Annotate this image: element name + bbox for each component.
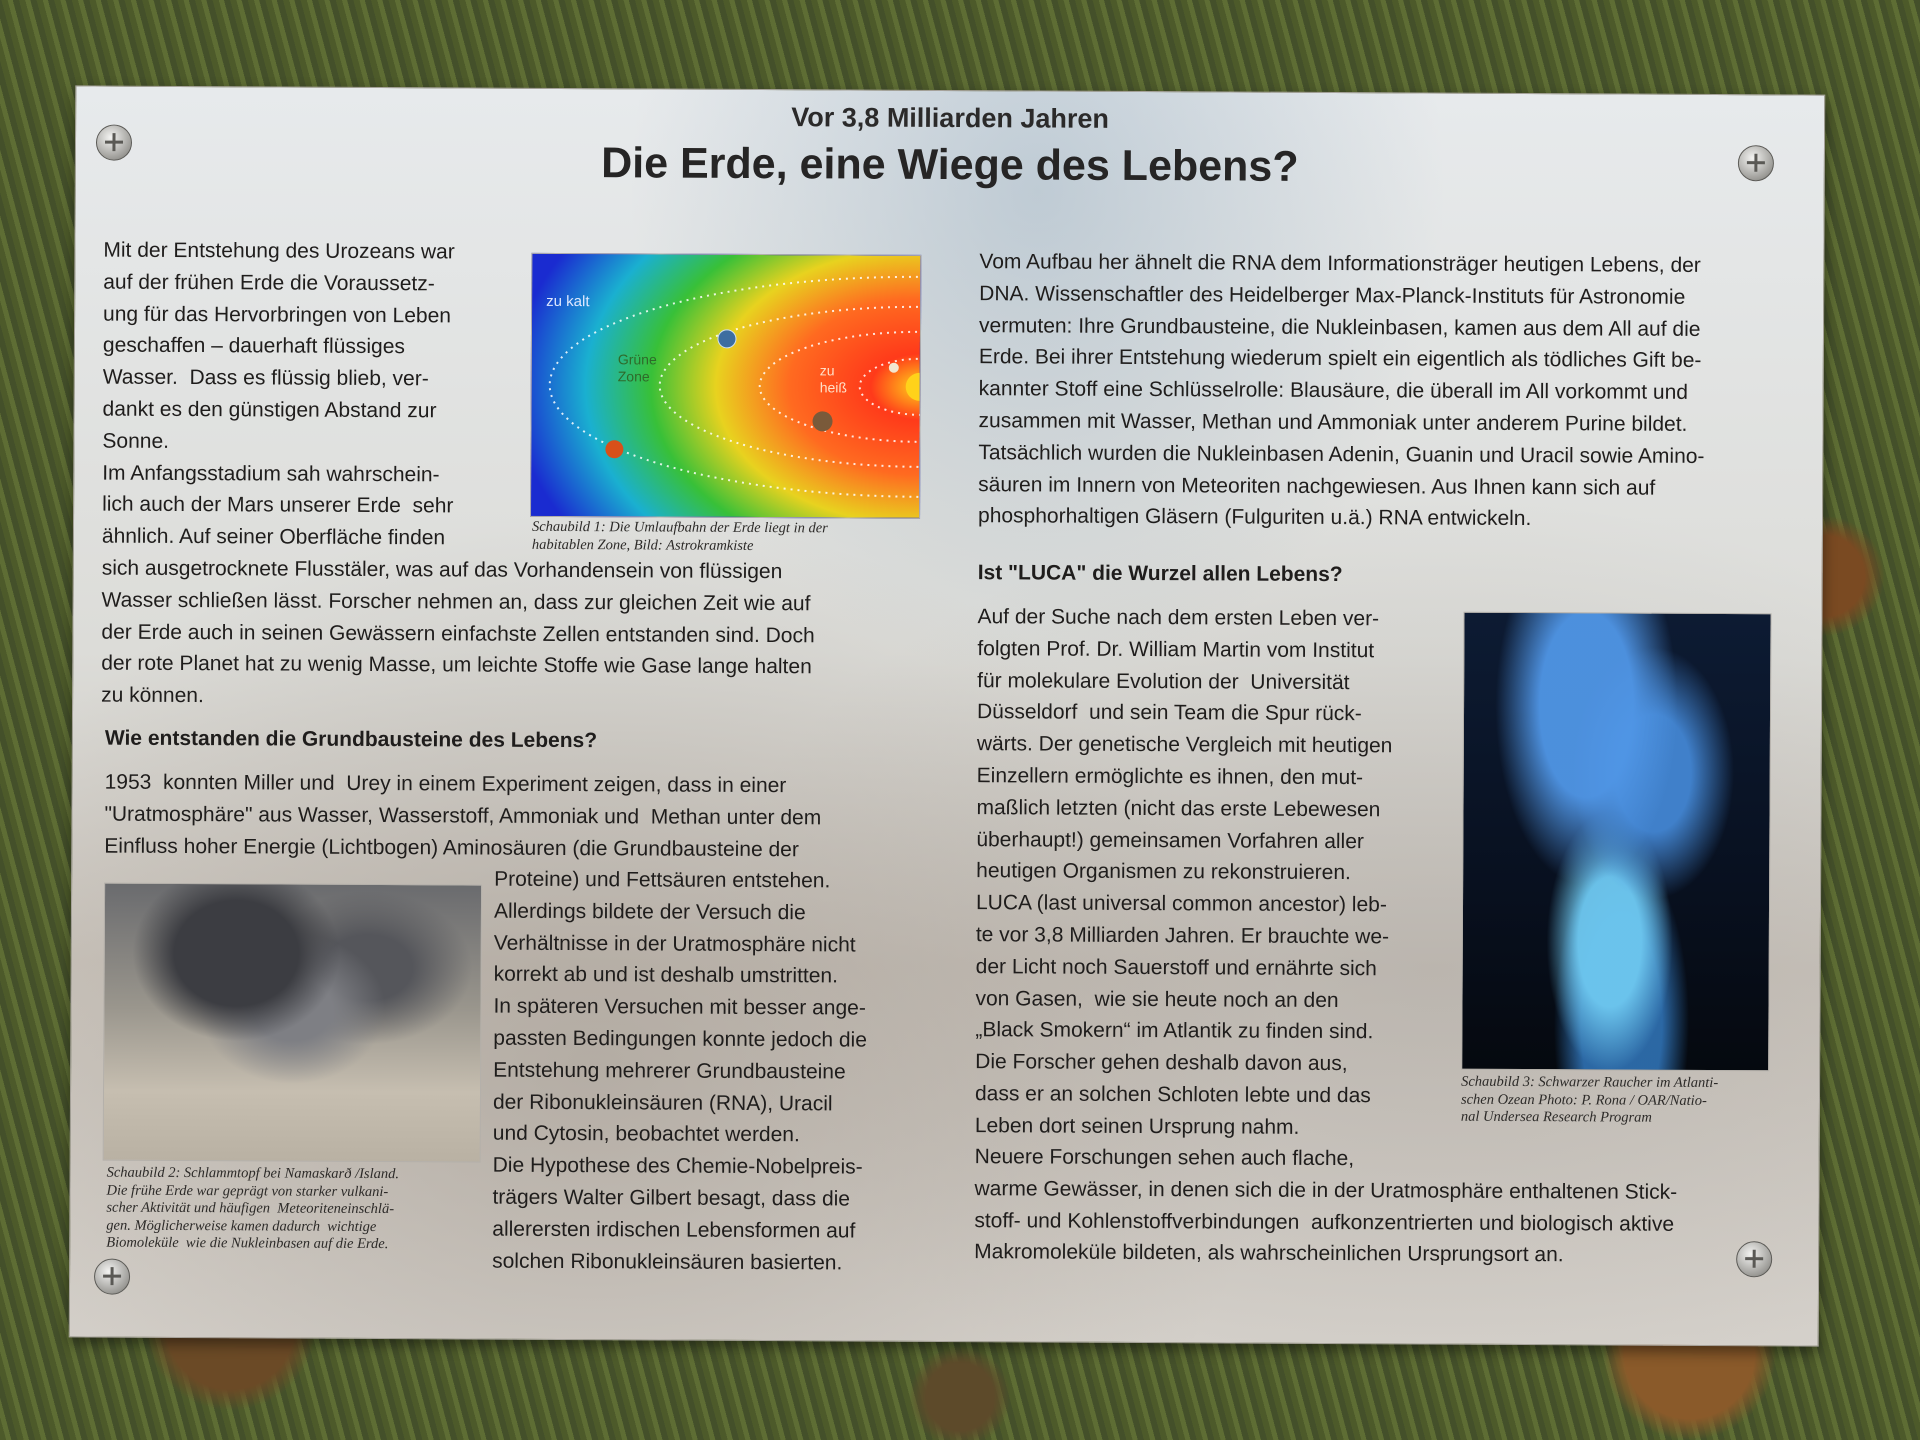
- intro-paragraph: Mit der Entstehung des Urozeans war auf der frühen Erde die Voraussetz- ung für das Hervorbringen von Leben geschaffen – dauerhaft flüssiges Wasser. Dass es flüssig blieb, ver- dankt es den günstigen Abstand zur Sonne. Im Anfangsstadium sah wahrschein- lich auch der Mars unserer Erde sehr ähnlich. Auf seiner Oberfläche finden: [101, 238, 455, 550]
- heading-luca: Ist "LUCA" die Wurzel allen Lebens?: [977, 561, 1343, 587]
- miller-urey-paragraph: 1953 konnten Miller und Urey in einem Experiment zeigen, dass in einer "Uratmosphäre" aus Wasser, Wasserstoff, Ammoniak und Methan unter dem Einfluss hoher Energie (Lichtbogen) Aminosäuren (die Grundbausteine der: [104, 770, 822, 861]
- info-sign: [69, 85, 1826, 1346]
- figure1-caption: Schaubild 1: Die Umlaufbahn der Erde liegt in der habitablen Zone, Bild: Astrokramkiste: [531, 518, 828, 554]
- shallow-waters-paragraph: Neuere Forschungen sehen auch flache, warme Gewässer, in denen sich die in der Uratmosphäre enthaltenen Stick- stoff- und Kohlenstoffverbindungen aufkonzentrierten und biologisch aktive Makromoleküle bildeten, als wahrscheinlichen Ursprungsort an.: [974, 1145, 1678, 1267]
- black-smoker-photo: [1461, 612, 1771, 1072]
- habitable-zone-graphic: [531, 254, 920, 518]
- habitable-zone-diagram: [530, 253, 921, 519]
- screw-bottom-right: [1736, 1241, 1772, 1277]
- label-green-zone: Grüne Zone: [617, 351, 657, 385]
- label-too-hot: zu heiß: [819, 362, 847, 396]
- heading-grundbausteine: Wie entstanden die Grundbausteine des Lebens?: [104, 726, 598, 753]
- rna-experiment-paragraph: Proteine) und Fettsäuren entstehen. Allerdings bildete der Versuch die Verhältnisse in der Uratmosphäre nicht korrekt ab und ist deshalb umstritten. In späteren Versuchen mit besser ange- passten Bedingungen konnte jedoch die Entstehung mehrerer Grundbausteine der Ribonukleinsäuren (RNA), Uracil und Cytosin, beobachtet werden. Die Hypothese des Chemie-Nobelpreis- trägers Walter Gilbert besagt, dass die allerersten irdischen Lebensformen auf solchen Ribonukleinsäuren basierten.: [492, 867, 868, 1275]
- rna-origin-paragraph: Vom Aufbau her ähnelt die RNA dem Informationsträger heutigen Lebens, der DNA. Wissenschaftler des Heidelberger Max-Planck-Instituts für Astronomie vermuten: Ihre Grundbausteine, die Nukleinbasen, kamen aus dem All auf die Erde. Bei ihrer Entstehung wiederum spielt ein eigentlich als tödliches Gift be- kannter Stoff eine Schlüsselrolle: Blausäure, die überall im All vorkommt und zusammen mit Wasser, Methan und Ammoniak unter anderem Purine bildet. Tatsächlich wurden die Nukleinbasen Adenin, Guanin und Uracil sowie Amino- säuren im Innern von Meteoriten nachgewiesen. Aus Ihnen kann sich auf phosphorhaltigen Gläsern (Fulguriten u.ä.) RNA entwickeln.: [977, 250, 1705, 531]
- mud-pot-photo: [103, 883, 482, 1163]
- sign-subtitle: Vor 3,8 Milliarden Jahren: [791, 102, 1110, 134]
- sign-title: Die Erde, eine Wiege des Lebens?: [601, 139, 1299, 191]
- label-too-cold: zu kalt: [546, 292, 590, 311]
- screw-bottom-left: [94, 1259, 130, 1295]
- figure3-caption: Schaubild 3: Schwarzer Raucher im Atlanti- schen Ozean Photo: P. Rona / OAR/Natio- nal Undersea Research Program: [1460, 1073, 1719, 1126]
- mars-paragraph: sich ausgetrocknete Flusstäler, was auf das Vorhandensein von flüssigen Wasser schließen lässt. Forscher nehmen an, dass zur gleichen Zeit wie auf der Erde auch in seinen Gewässern einfachste Zellen entstanden sind. Doch der rote Planet hat zu wenig Masse, um leichte Stoffe wie Gase lange halten zu können.: [101, 556, 815, 708]
- luca-paragraph: Auf der Suche nach dem ersten Leben ver- folgten Prof. Dr. William Martin vom Institut für molekulare Evolution der Universität Düsseldorf und sein Team die Spur rück- wärts. Der genetische Vergleich mit heutigen Einzellern ermöglichte es ihnen, den mut- maßlich letzten (nicht das erste Lebewesen überhaupt!) gemeinsamen Vorfahren aller heutigen Organismen zu rekonstruieren. LUCA (last universal common ancestor) leb- te vor 3,8 Milliarden Jahren. Er brauchte we- der Licht noch Sauerstoff und ernährte sich von Gasen, wie sie heute noch an den „Black Smokern“ im Atlantik zu finden sind. Die Forscher gehen deshalb davon aus, dass er an solchen Schloten lebte und das Leben dort seinen Ursprung nahm.: [974, 605, 1393, 1139]
- figure2-caption: Schaubild 2: Schlammtopf bei Namaskarð /Island. Die frühe Erde war geprägt von starker vulkani- scher Aktivität und häufigen Meteoriteneinschlä- gen. Möglicherweise kamen dadurch wichtige Biomoleküle wie die Nukleinbasen auf die Erde.: [106, 1164, 400, 1253]
